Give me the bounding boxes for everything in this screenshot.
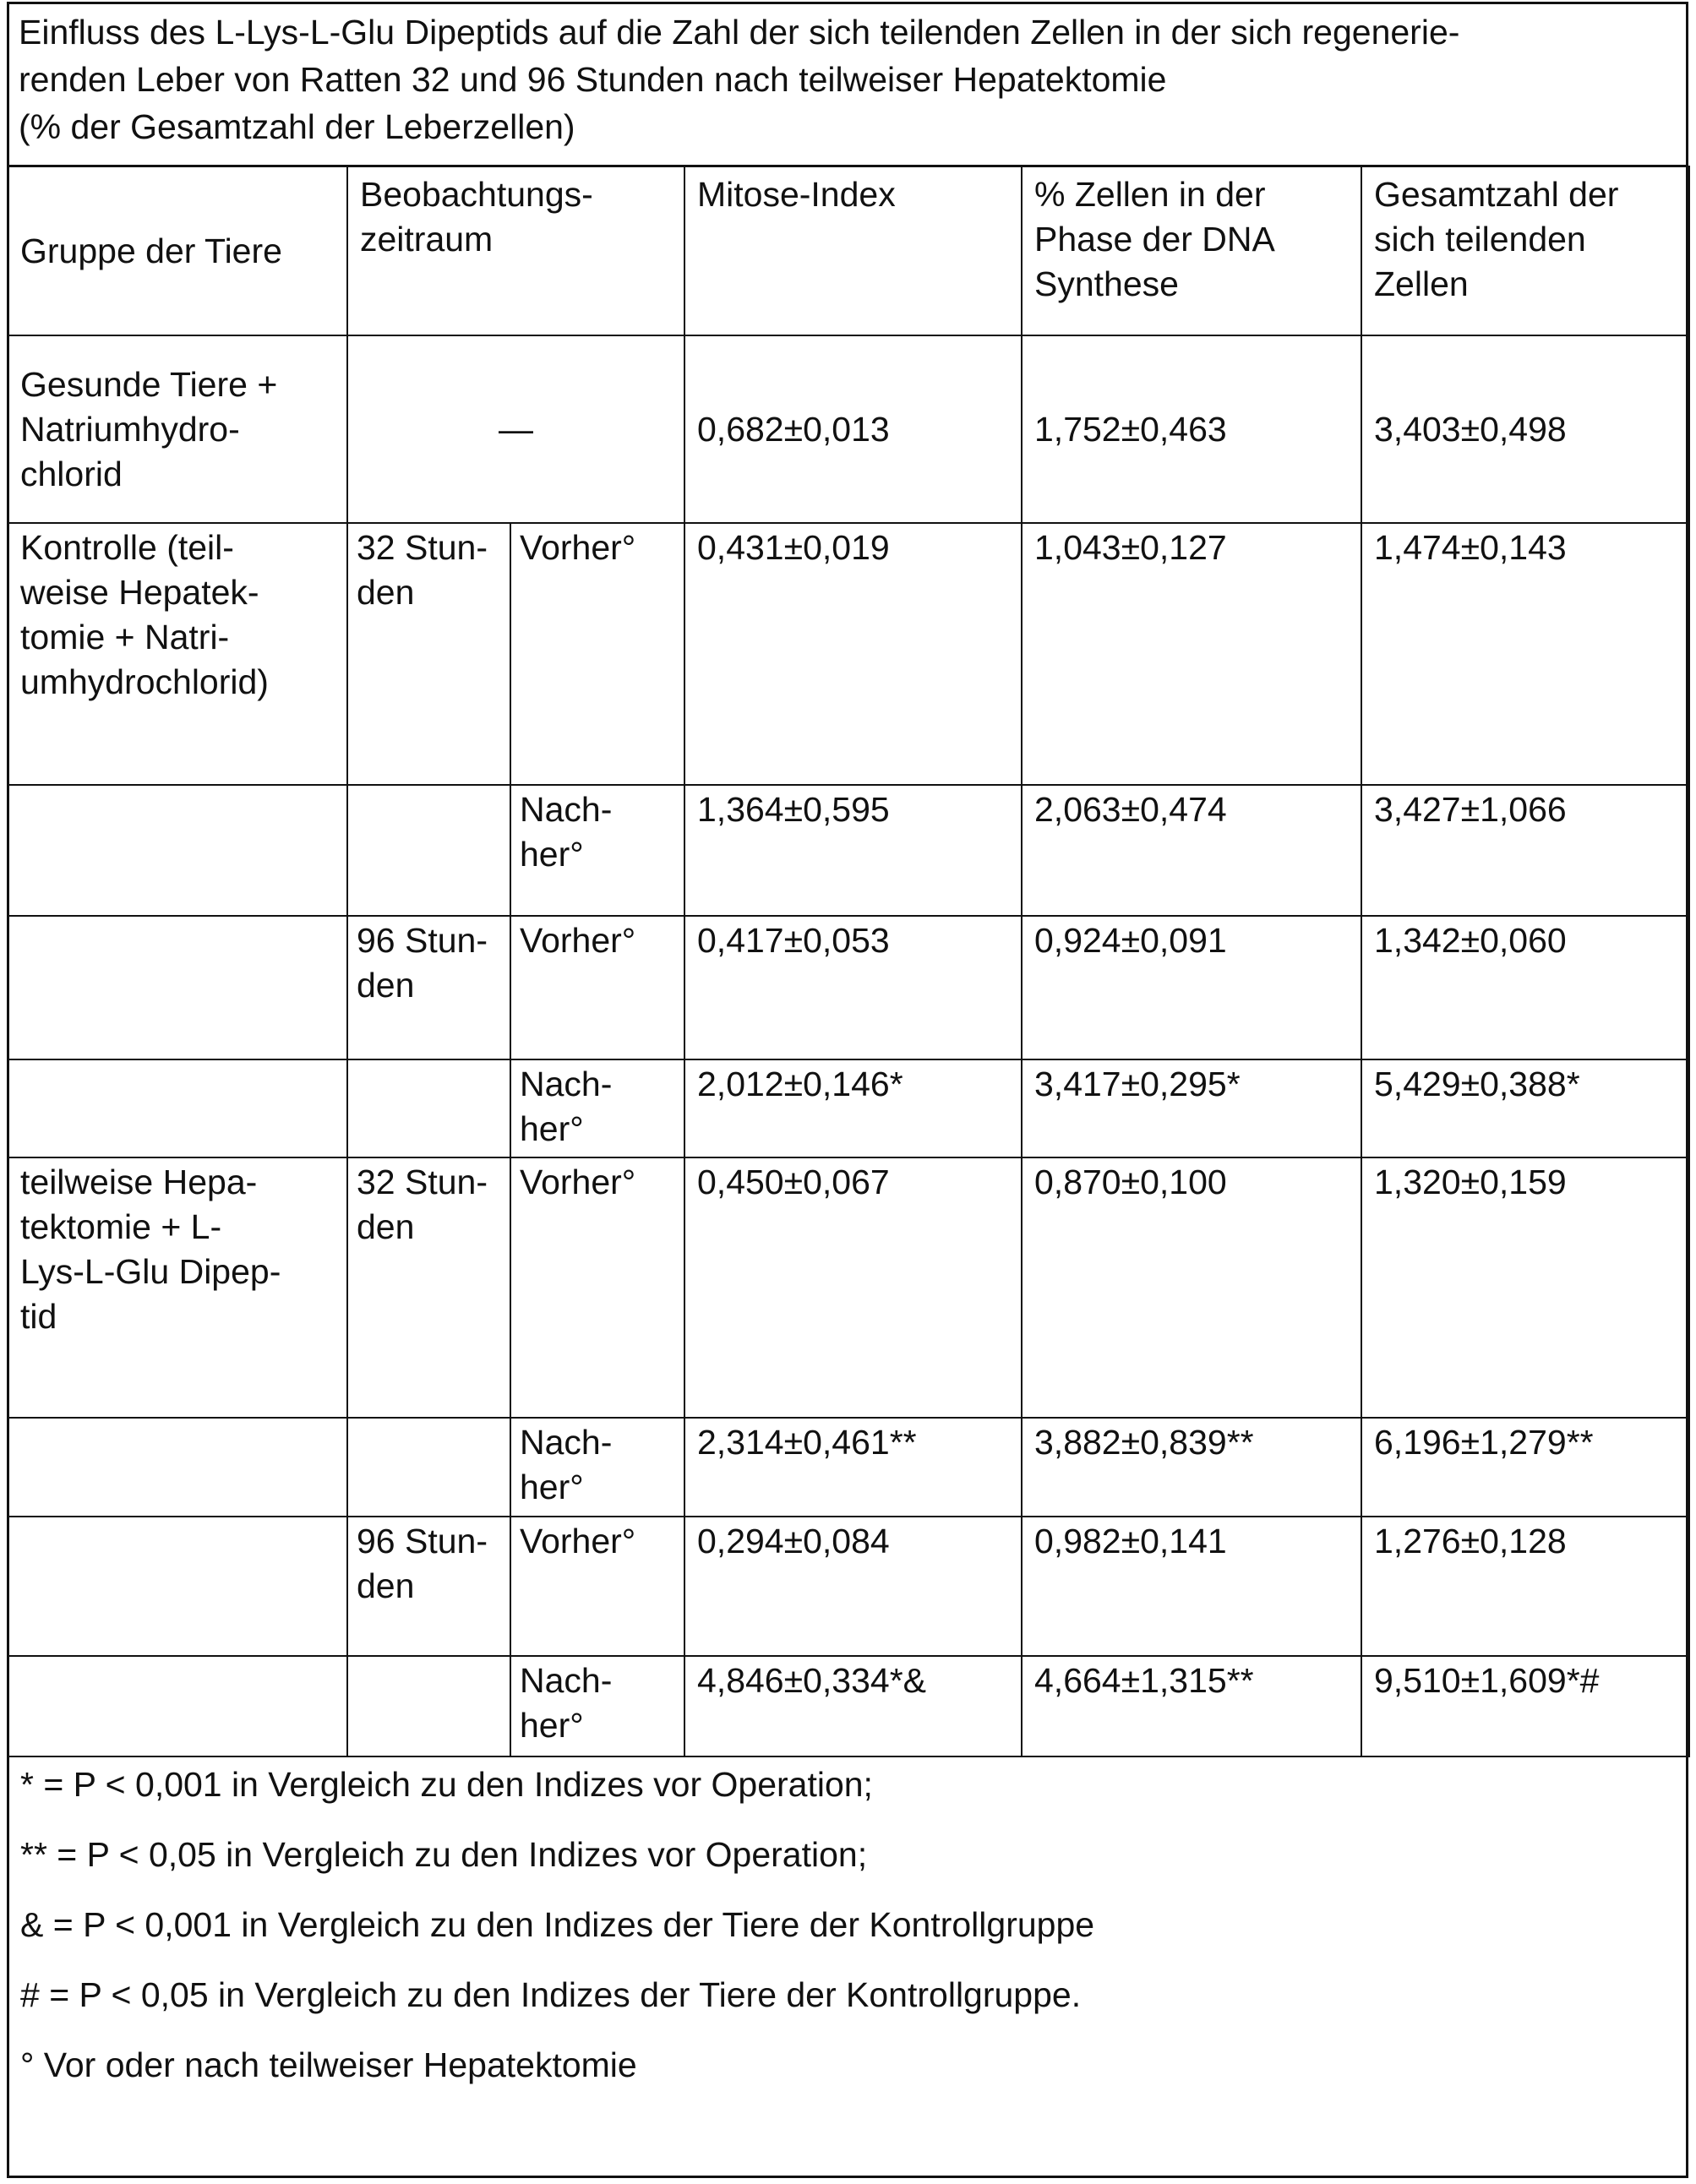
- cell-total: 1,276±0,128: [1361, 1517, 1689, 1656]
- cell-phase: Nach- her°: [510, 1059, 684, 1157]
- caption-line: (% der Gesamtzahl der Leberzellen): [19, 103, 1677, 150]
- cell-total: 1,342±0,060: [1361, 916, 1689, 1059]
- cell-period: 32 Stun- den: [347, 1157, 510, 1418]
- cell-total: 1,474±0,143: [1361, 523, 1689, 785]
- cell-group: [8, 916, 347, 1059]
- cell-mitosis: 0,450±0,067: [684, 1157, 1022, 1418]
- cell-phase: Nach- her°: [510, 785, 684, 916]
- cell-mitosis: 0,431±0,019: [684, 523, 1022, 785]
- cell-mitosis: 2,314±0,461**: [684, 1418, 1022, 1517]
- header-total: Gesamtzahl der sich teilenden Zellen: [1361, 166, 1689, 335]
- cell-total: 5,429±0,388*: [1361, 1059, 1689, 1157]
- cell-group: [8, 1418, 347, 1517]
- cell-mitosis: 0,294±0,084: [684, 1517, 1022, 1656]
- cell-mitosis: 1,364±0,595: [684, 785, 1022, 916]
- footnote: # = P < 0,05 in Vergleich zu den Indizes der Tiere der Kontrollgruppe.: [20, 1971, 1094, 2041]
- table-row: [8, 1517, 1689, 1656]
- cell-total: 3,403±0,498: [1361, 335, 1689, 523]
- cell-mitosis: 4,846±0,334*&: [684, 1656, 1022, 1756]
- cell-total: 6,196±1,279**: [1361, 1418, 1689, 1517]
- cell-phase: Vorher°: [510, 1157, 684, 1418]
- cell-phase: Nach- her°: [510, 1656, 684, 1756]
- cell-period: [347, 1059, 510, 1157]
- footnotes: [20, 1761, 1094, 2111]
- header-mitosis: Mitose-Index: [684, 166, 1022, 335]
- footnote: & = P < 0,001 in Vergleich zu den Indizes der Tiere der Kontrollgruppe: [20, 1901, 1094, 1971]
- cell-dna: 1,752±0,463: [1022, 335, 1361, 523]
- table-row: [8, 1418, 1689, 1517]
- cell-dna: 2,063±0,474: [1022, 785, 1361, 916]
- cell-dna: 0,870±0,100: [1022, 1157, 1361, 1418]
- cell-total: 3,427±1,066: [1361, 785, 1689, 916]
- cell-period: [347, 1418, 510, 1517]
- cell-dna: 0,924±0,091: [1022, 916, 1361, 1059]
- header-dna: % Zellen in der Phase der DNA Synthese: [1022, 166, 1361, 335]
- table-row: [8, 335, 1689, 523]
- cell-period: —: [347, 335, 684, 523]
- cell-mitosis: 0,682±0,013: [684, 335, 1022, 523]
- cell-group: [8, 1517, 347, 1656]
- footnote: ** = P < 0,05 in Vergleich zu den Indizes vor Operation;: [20, 1831, 1094, 1901]
- cell-group: [8, 1656, 347, 1756]
- cell-dna: 0,982±0,141: [1022, 1517, 1361, 1656]
- cell-period: 32 Stun- den: [347, 523, 510, 785]
- cell-group: Kontrolle (teil- weise Hepatek- tomie + Natri- umhydrochlorid): [8, 523, 347, 785]
- cell-dna: 4,664±1,315**: [1022, 1656, 1361, 1756]
- cell-mitosis: 2,012±0,146*: [684, 1059, 1022, 1157]
- footnote: * = P < 0,001 in Vergleich zu den Indizes vor Operation;: [20, 1761, 1094, 1831]
- cell-dna: 3,882±0,839**: [1022, 1418, 1361, 1517]
- results-table: [7, 166, 1690, 1757]
- cell-group: [8, 1059, 347, 1157]
- table-row: [8, 1656, 1689, 1756]
- cell-total: 9,510±1,609*#: [1361, 1656, 1689, 1756]
- cell-dna: 1,043±0,127: [1022, 523, 1361, 785]
- caption-line: Einfluss des L-Lys-L-Glu Dipeptids auf die Zahl der sich teilenden Zellen in der sich regenerie-: [19, 8, 1677, 56]
- cell-total: 1,320±0,159: [1361, 1157, 1689, 1418]
- cell-dna: 3,417±0,295*: [1022, 1059, 1361, 1157]
- footnote: ° Vor oder nach teilweiser Hepatektomie: [20, 2041, 1094, 2111]
- table-caption: [7, 2, 1688, 167]
- cell-period: [347, 785, 510, 916]
- header-group: Gruppe der Tiere: [8, 166, 347, 335]
- table-row: [8, 1157, 1689, 1418]
- header-row: [8, 166, 1689, 335]
- cell-phase: Nach- her°: [510, 1418, 684, 1517]
- caption-line: renden Leber von Ratten 32 und 96 Stunden nach teilweiser Hepatektomie: [19, 56, 1677, 103]
- cell-phase: Vorher°: [510, 523, 684, 785]
- table-row: [8, 785, 1689, 916]
- cell-mitosis: 0,417±0,053: [684, 916, 1022, 1059]
- cell-group: Gesunde Tiere + Natriumhydro- chlorid: [8, 335, 347, 523]
- cell-group: teilweise Hepa- tektomie + L- Lys-L-Glu Dipep- tid: [8, 1157, 347, 1418]
- table-row: [8, 523, 1689, 785]
- cell-phase: Vorher°: [510, 916, 684, 1059]
- cell-period: [347, 1656, 510, 1756]
- table-row: [8, 916, 1689, 1059]
- table-row: [8, 1059, 1689, 1157]
- cell-phase: Vorher°: [510, 1517, 684, 1656]
- cell-period: 96 Stun- den: [347, 1517, 510, 1656]
- cell-period: 96 Stun- den: [347, 916, 510, 1059]
- header-period: Beobachtungs- zeitraum: [347, 166, 684, 335]
- cell-group: [8, 785, 347, 916]
